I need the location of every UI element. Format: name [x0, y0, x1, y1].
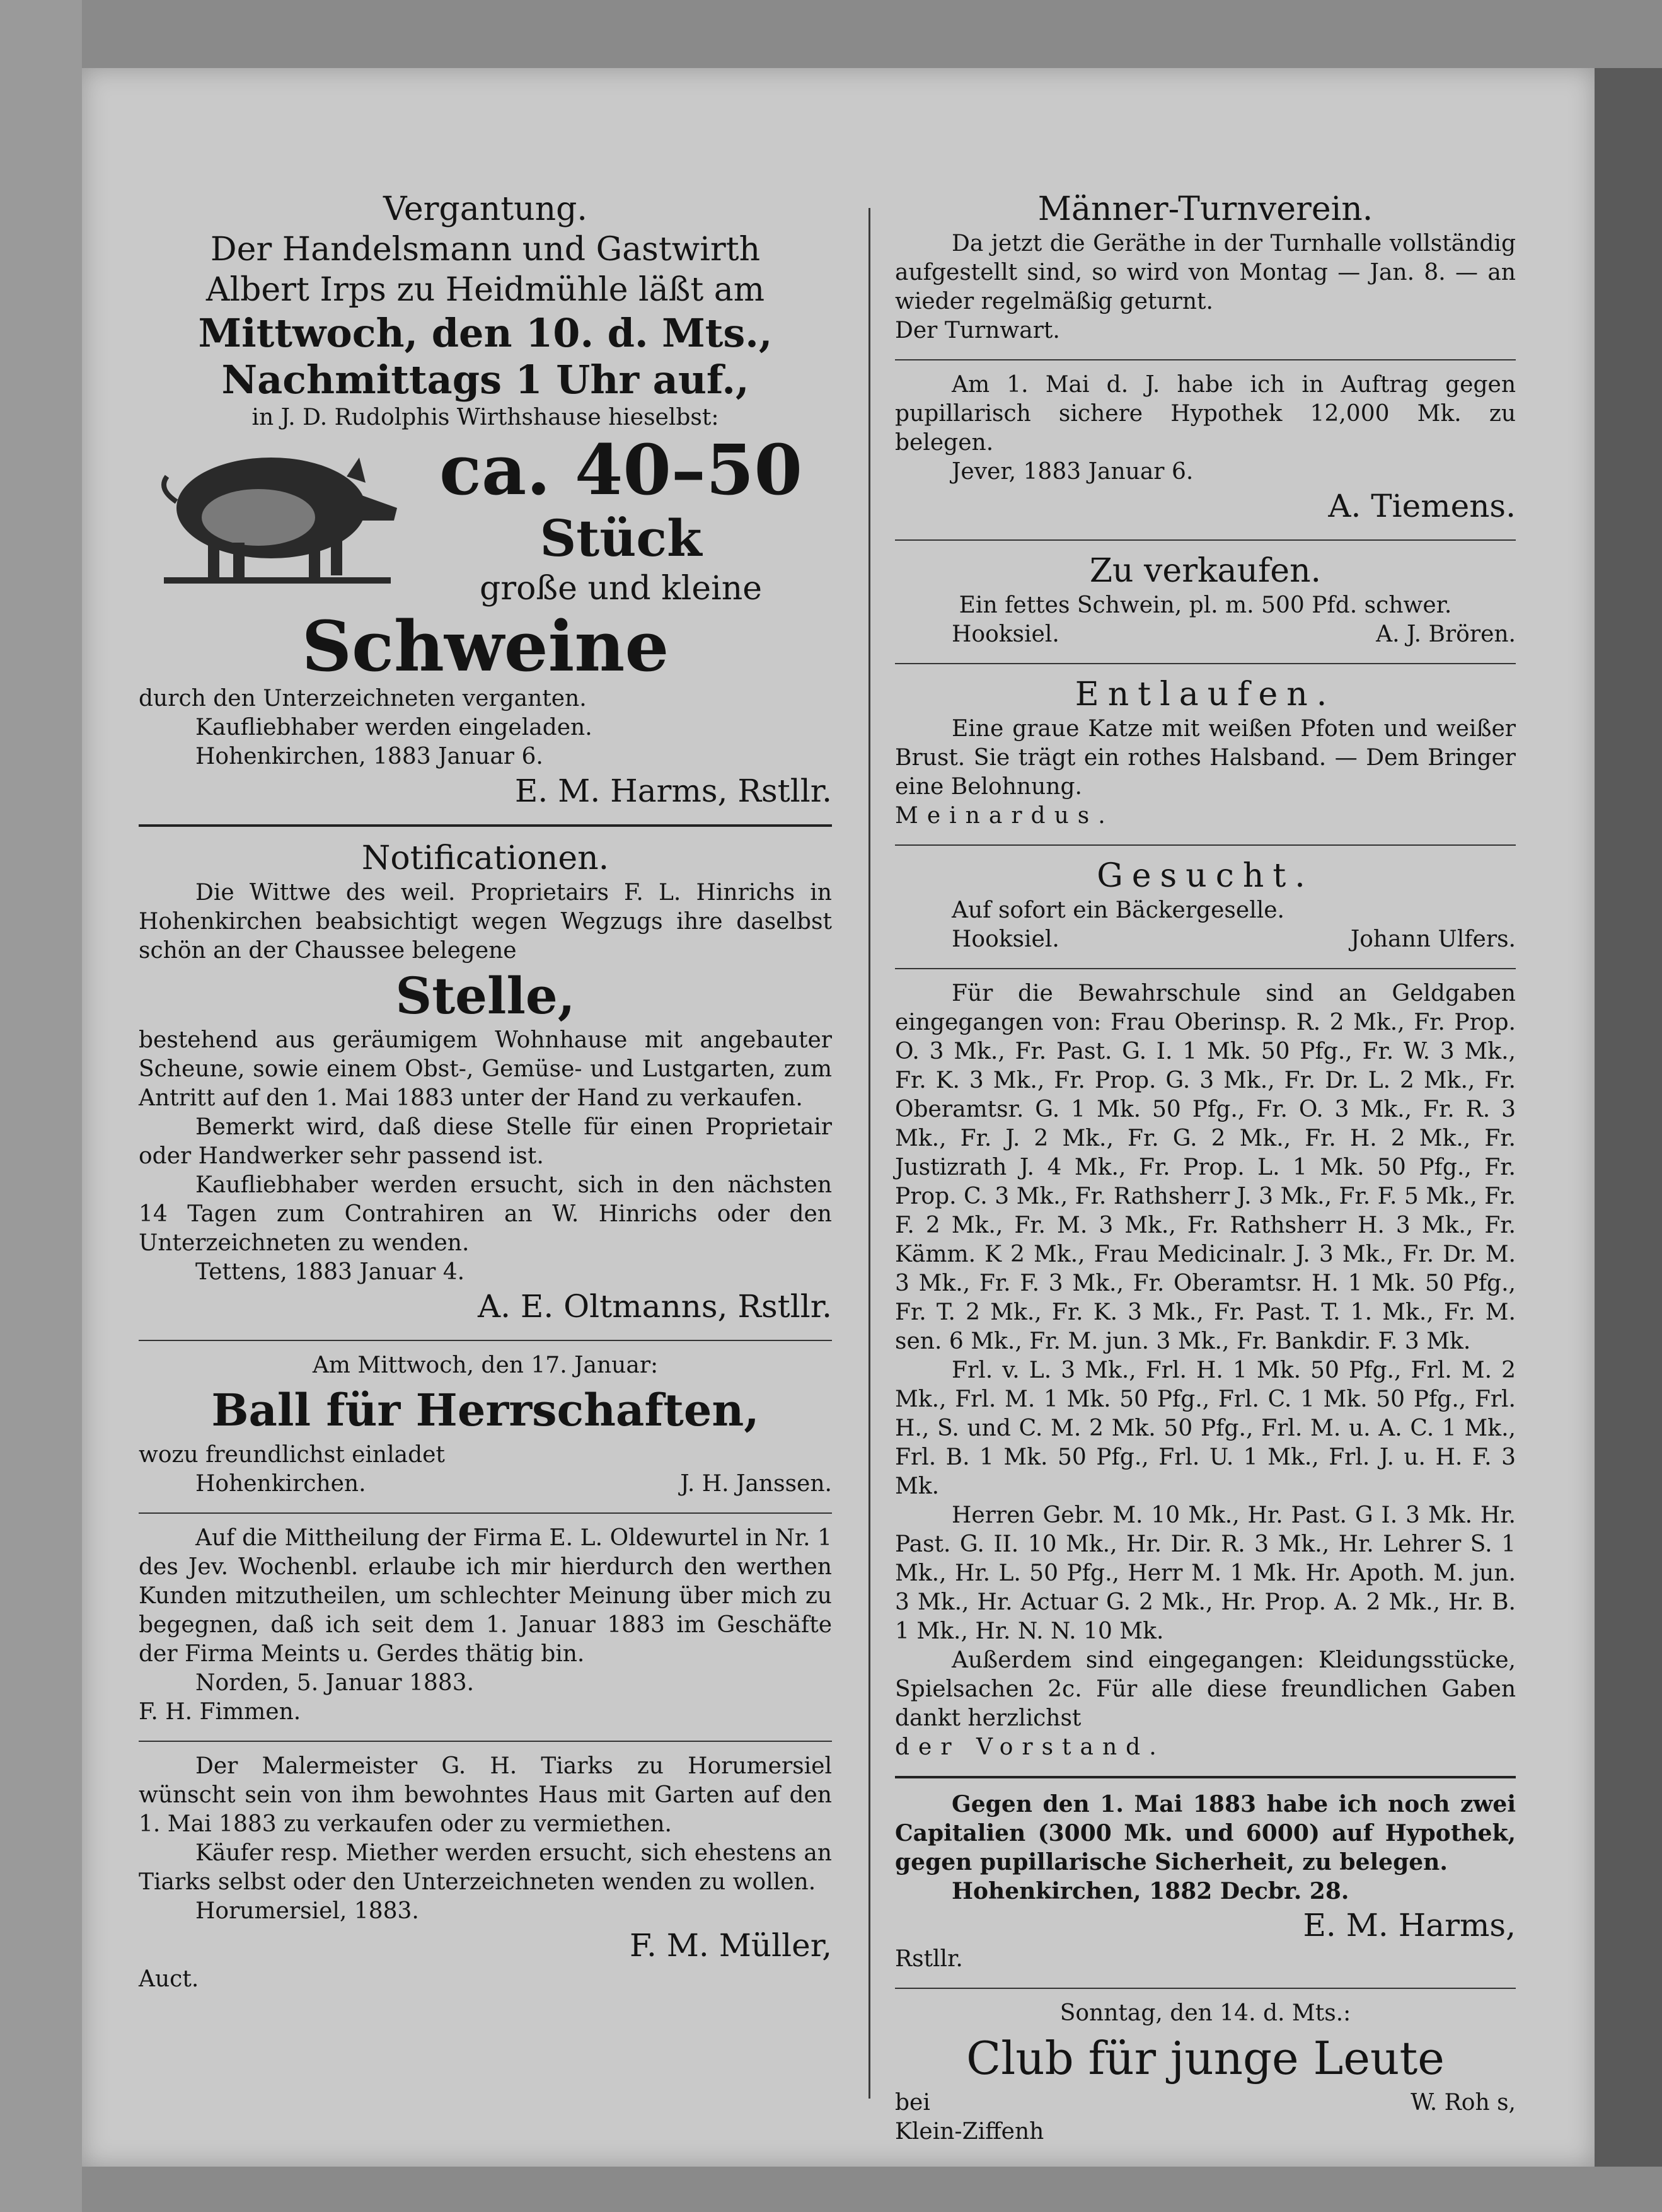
- ad-signature: F. H. Fimmen.: [139, 1699, 301, 1725]
- ad-ball: [139, 1351, 832, 1499]
- ad-paragraph: Da jetzt die Geräthe in der Turnhalle vollständig aufgestellt sind, so wird von Montag — Jan. 8. — an wieder regelmäßig geturnt.: [895, 231, 1516, 314]
- pig-text: [410, 429, 832, 609]
- ad-title: Gesucht.: [1097, 857, 1314, 895]
- ad-signature: Meinardus.: [895, 803, 1114, 829]
- ad-signature: W. Roh s,: [1411, 2090, 1516, 2116]
- ad-paragraph: Herren Gebr. M. 10 Mk., Hr. Past. G I. 3 Mk. Hr. Past. G. II. 10 Mk., Hr. Dir. R. 3 Mk., Hr. Lehrer S. 1 Mk., Hr. L. 50 Pfg., Herr M. 1 Mk. Hr. Apoth. M. jun. 3 Mk., Hr. Actuar G. 2 Mk., Hr. Prop. A. 2 Mk., Hr. B. 1 Mk., Hr. N. N. 10 Mk.: [895, 1502, 1516, 1644]
- ad-signature: der Vorstand.: [895, 1734, 1165, 1760]
- ad-mueller: [139, 1752, 832, 1994]
- ad-line: wozu freundlichst einladet: [139, 1442, 445, 1468]
- ad-location: in J. D. Rudolphis Wirthshause hieselbst:: [251, 405, 719, 430]
- pig-unit: Stück: [540, 509, 702, 568]
- ad-signature: Der Turnwart.: [895, 318, 1060, 343]
- ad-paragraph: Außerdem sind eingegangen: Kleidungsstücke, Spielsachen 2c. Für alle diese freundlichen Gaben dankt herzlichst: [895, 1647, 1516, 1731]
- ad-turnverein: [895, 189, 1516, 345]
- ad-tiemens: [895, 371, 1516, 526]
- ad-date: Norden, 5. Januar 1883.: [195, 1670, 475, 1696]
- ad-line: Albert Irps zu Heidmühle läßt am: [205, 271, 765, 309]
- ad-gesucht: [895, 856, 1516, 954]
- ad-date: Hohenkirchen, 1882 Decbr. 28.: [952, 1878, 1349, 1904]
- ad-notificationen: [139, 838, 832, 1326]
- ad-title: Entlaufen.: [1075, 676, 1336, 713]
- ad-signature: E. M. Harms, Rstllr.: [514, 773, 832, 809]
- pig-size: große und kleine: [479, 570, 763, 608]
- left-column: [139, 189, 832, 2008]
- separator: [895, 844, 1516, 846]
- ad-paragraph: Ein fettes Schwein, pl. m. 500 Pfd. schwer.: [959, 592, 1452, 618]
- ad-club: [895, 1999, 1516, 2146]
- ad-paragraph: Frl. v. L. 3 Mk., Frl. H. 1 Mk. 50 Pfg., Frl. M. 2 Mk., Frl. M. 1 Mk. 50 Pfg., Frl. C. 1 Mk. 50 Pfg., Frl. H., S. und C. M. 2 Mk. 50 Pfg., Frl. M. u. A. C. 1 Mk., Frl. B. 1 Mk. 50 Pfg., Frl. U. 1 Mk., Frl. J. u. H. F. 3 Mk.: [895, 1357, 1516, 1499]
- ad-headline: Ball für Herrschaften,: [211, 1384, 759, 1436]
- ad-time-line: Nachmittags 1 Uhr auf.,: [221, 357, 749, 403]
- ad-paragraph: bestehend aus geräumigem Wohnhause mit angebauter Scheune, sowie einem Obst-, Gemüse- und Lustgarten, zum Antritt auf den 1. Mai 1883 unter der Hand zu verkaufen.: [139, 1027, 832, 1111]
- ad-line: durch den Unterzeichneten verganten.: [139, 686, 587, 711]
- separator: [139, 824, 832, 827]
- ad-paragraph: Auf die Mittheilung der Firma E. L. Oldewurtel in Nr. 1 des Jev. Wochenbl. erlaube ich mir hierdurch den werthen Kunden mitzutheilen, um schlechter Meinung über mich zu begegnen, daß ich seit dem 1. Januar 1883 im Geschäfte der Firma Meints u. Gerdes thätig bin.: [139, 1525, 832, 1667]
- ad-line: Der Handelsmann und Gastwirth: [210, 231, 761, 268]
- right-column: [895, 189, 1516, 2160]
- ad-place: Hooksiel.: [952, 926, 1059, 952]
- separator: [895, 1776, 1516, 1778]
- ad-title: Vergantung.: [383, 190, 587, 228]
- ad-place: Hohenkirchen.: [195, 1471, 366, 1497]
- ad-bewahrschule: [895, 979, 1516, 1762]
- ad-headline: Schweine: [301, 606, 669, 687]
- ad-line: bei: [895, 2090, 930, 2116]
- ad-paragraph: Bemerkt wird, daß diese Stelle für einen Proprietair oder Handwerker sehr passend ist.: [139, 1114, 832, 1169]
- ad-verkaufen: [895, 551, 1516, 649]
- ad-vergantung: [139, 189, 832, 810]
- ad-signature: Johann Ulfers.: [1350, 926, 1516, 952]
- ad-headline: Club für junge Leute: [966, 2032, 1445, 2085]
- ad-paragraph: Für die Bewahrschule sind an Geldgaben eingegangen von: Frau Oberinsp. R. 2 Mk., Fr. Prop. O. 3 Mk., Fr. Past. G. I. 1 Mk. 50 Pfg., Fr. W. 3 Mk., Fr. K. 3 Mk., Fr. Prop. G. 3 Mk., Fr. Dr. L. 2 Mk., Fr. Oberamtsr. G. 1 Mk. 50 Pfg., Fr. O. 3 Mk., Fr. R. 3 Mk., Fr. J. 2 Mk., Fr. G. 2 Mk., Fr. H. 2 Mk., Fr. Justizrath J. 4 Mk., Fr. Prop. L. 1 Mk. 50 Pfg., Fr. Prop. C. 3 Mk., Fr. Rathsherr J. 3 Mk., Fr. F. 5 Mk., Fr. F. 2 Mk., Fr. M. 3 Mk., Fr. Rathsherr H. 3 Mk., Fr. Kämm. K 2 Mk., Frau Medicinalr. J. 3 Mk., Fr. Dr. M. 3 Mk., Fr. F. 3 Mk., Fr. Oberamtsr. H. 1 Mk. 50 Pfg., Fr. T. 2 Mk., Fr. K. 3 Mk., Fr. Past. T. 1. Mk., Fr. M. sen. 6 Mk., Fr. M. jun. 3 Mk., Fr. Bankdir. F. 3 Mk.: [895, 981, 1516, 1354]
- ad-place: Hooksiel.: [952, 621, 1059, 647]
- ad-paragraph: Gegen den 1. Mai 1883 habe ich noch zwei Capitalien (3000 Mk. und 6000) auf Hypothek, gegen pupillarische Sicherheit, zu belegen.: [895, 1791, 1516, 1875]
- ad-signature-title: Auct.: [139, 1966, 199, 1992]
- ad-paragraph: Am 1. Mai d. J. habe ich in Auftrag gegen pupillarisch sichere Hypothek 12,000 Mk. zu belegen.: [895, 372, 1516, 456]
- ad-date: Horumersiel, 1883.: [195, 1898, 419, 1924]
- separator: [139, 1512, 832, 1514]
- ad-paragraph: Die Wittwe des weil. Proprietairs F. L. Hinrichs in Hohenkirchen beabsichtigt wegen Wegzugs ihre daselbst schön an der Chaussee belegene: [139, 880, 832, 964]
- separator: [895, 359, 1516, 360]
- ad-line: Hohenkirchen, 1883 Januar 6.: [195, 744, 543, 769]
- ad-paragraph: Eine graue Katze mit weißen Pfoten und weißer Brust. Sie trägt ein rothes Halsband. — Dem Bringer eine Belohnung.: [895, 716, 1516, 800]
- ad-date-line: Mittwoch, den 10. d. Mts.,: [198, 310, 773, 356]
- ad-headline: Stelle,: [395, 966, 575, 1025]
- ad-paragraph: Käufer resp. Miether werden ersucht, sich ehestens an Tiarks selbst oder den Unterzeichneten wenden zu wollen.: [139, 1840, 832, 1895]
- ad-date: Tettens, 1883 Januar 4.: [195, 1259, 465, 1285]
- ad-paragraph: Der Malermeister G. H. Tiarks zu Horumersiel wünscht sein von ihm bewohntes Haus mit Garten auf den 1. Mai 1883 zu verkaufen oder zu vermiethen.: [139, 1753, 832, 1837]
- column-divider: [869, 208, 870, 2099]
- ad-date: Am Mittwoch, den 17. Januar:: [312, 1352, 659, 1378]
- ad-paragraph: Kaufliebhaber werden ersucht, sich in den nächsten 14 Tagen zum Contrahiren an W. Hinrichs oder den Unterzeichneten zu wenden.: [139, 1172, 832, 1256]
- ad-date: Sonntag, den 14. d. Mts.:: [1059, 2000, 1351, 2026]
- ad-signature: F. M. Müller,: [630, 1927, 832, 1964]
- ad-fimmen: [139, 1524, 832, 1727]
- separator: [139, 1340, 832, 1341]
- separator: [895, 1988, 1516, 1989]
- pig-count: ca. 40–50: [439, 429, 802, 510]
- ad-signature: J. H. Janssen.: [680, 1471, 832, 1497]
- ad-line: Kaufliebhaber werden eingeladen.: [195, 715, 592, 740]
- ad-harms: [895, 1790, 1516, 1974]
- ad-title: Männer-Turnverein.: [1037, 190, 1373, 228]
- pig-woodcut-icon: [139, 432, 410, 596]
- ad-signature-title: Rstllr.: [895, 1946, 963, 1972]
- ad-entlaufen: [895, 674, 1516, 831]
- separator: [895, 539, 1516, 541]
- ad-date: Jever, 1883 Januar 6.: [952, 459, 1194, 485]
- separator: [895, 968, 1516, 969]
- book-spine: [1595, 68, 1662, 2167]
- ad-paragraph: Auf sofort ein Bäckergeselle.: [952, 897, 1284, 923]
- ad-title: Zu verkaufen.: [1089, 552, 1322, 590]
- ad-signature: A. E. Oltmanns, Rstllr.: [477, 1288, 832, 1325]
- separator: [895, 663, 1516, 664]
- pig-block: [139, 429, 832, 609]
- ad-signature: A. Tiemens.: [1328, 488, 1516, 524]
- ad-title: Notificationen.: [361, 839, 609, 877]
- ad-signature: A. J. Brören.: [1376, 621, 1516, 647]
- ad-signature-place: Klein-Ziffenh: [895, 2119, 1044, 2145]
- separator: [139, 1741, 832, 1742]
- ad-signature: E. M. Harms,: [1303, 1907, 1516, 1944]
